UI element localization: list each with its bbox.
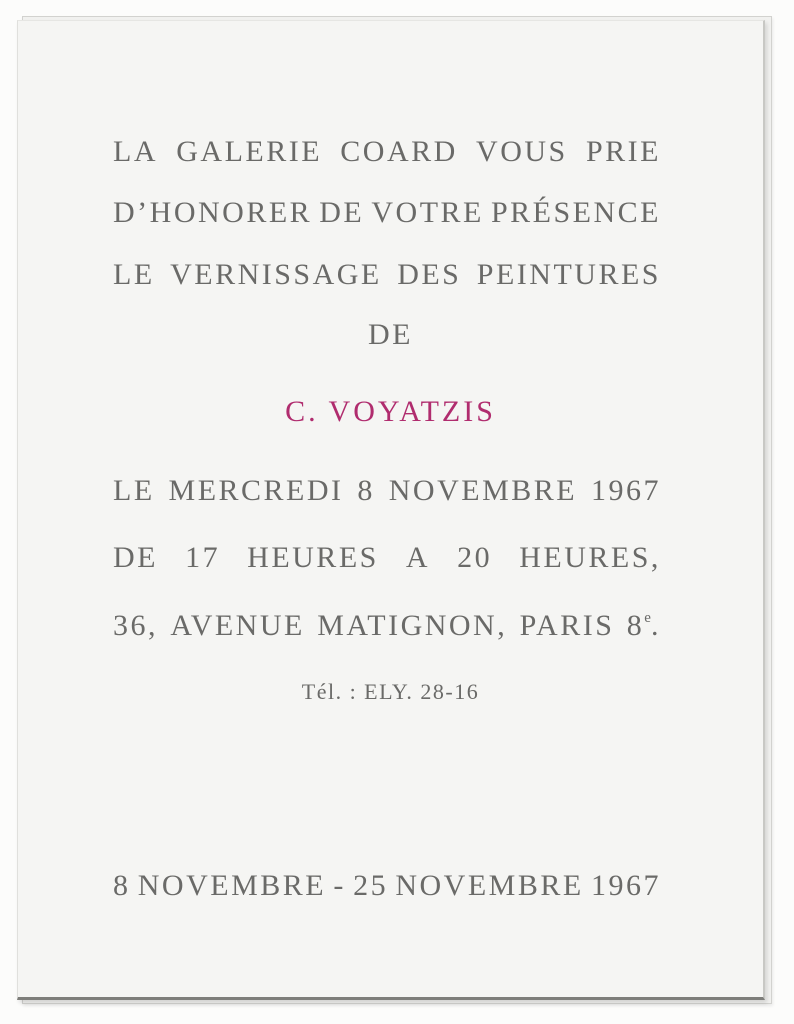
word: PARIS [519, 609, 615, 642]
word: 8 [357, 474, 375, 507]
invitation-line-de: DE [368, 318, 413, 351]
word: GALERIE [176, 135, 323, 168]
artist-name: C. VOYATZIS [285, 395, 496, 428]
word: D’HONORER [113, 196, 313, 229]
opening-hours-line [113, 541, 661, 575]
word: HEURES [247, 541, 379, 574]
word: 25 [353, 869, 389, 902]
word: DE [319, 196, 365, 229]
word: - [333, 869, 346, 902]
word: AVENUE [170, 609, 305, 642]
opening-date-line [113, 474, 661, 508]
exhibition-dates [113, 869, 661, 903]
word: 36, [113, 609, 158, 642]
word: 1967 [590, 869, 661, 902]
address-line [113, 609, 661, 643]
word: PEINTURES [476, 258, 661, 291]
word: HEURES, [519, 541, 661, 574]
arrondissement-superscript: e [644, 610, 651, 626]
invitation-line-3 [113, 258, 661, 292]
word: NOVEMBRE [395, 869, 584, 902]
word: 1967 [590, 474, 661, 507]
word: 17 [185, 541, 221, 574]
word: COARD [340, 135, 458, 168]
arrondissement-number: 8 [626, 609, 645, 642]
word: LA [113, 135, 158, 168]
address-period: . [650, 609, 661, 642]
word: VERNISSAGE [170, 258, 382, 291]
word: DE [113, 541, 158, 574]
word: 8 [113, 869, 131, 902]
word: NOVEMBRE [137, 869, 327, 902]
word: NOVEMBRE [388, 474, 578, 507]
word: LE [113, 258, 155, 291]
word: DES [397, 258, 462, 291]
phone-line: Tél. : ELY. 28-16 [301, 679, 480, 704]
word: VOTRE [371, 196, 484, 229]
invitation-line-2 [113, 196, 661, 230]
word: MERCREDI [168, 474, 344, 507]
word: 20 [457, 541, 493, 574]
word: PRIE [585, 135, 661, 168]
invitation-card [17, 20, 765, 1000]
invitation-line-1 [113, 135, 661, 169]
arrondissement [627, 609, 661, 643]
word: LE [113, 474, 155, 507]
word: VOUS [476, 135, 568, 168]
word: PRÉSENCE [490, 196, 661, 229]
word: A [405, 541, 431, 574]
word: MATIGNON, [317, 609, 508, 642]
